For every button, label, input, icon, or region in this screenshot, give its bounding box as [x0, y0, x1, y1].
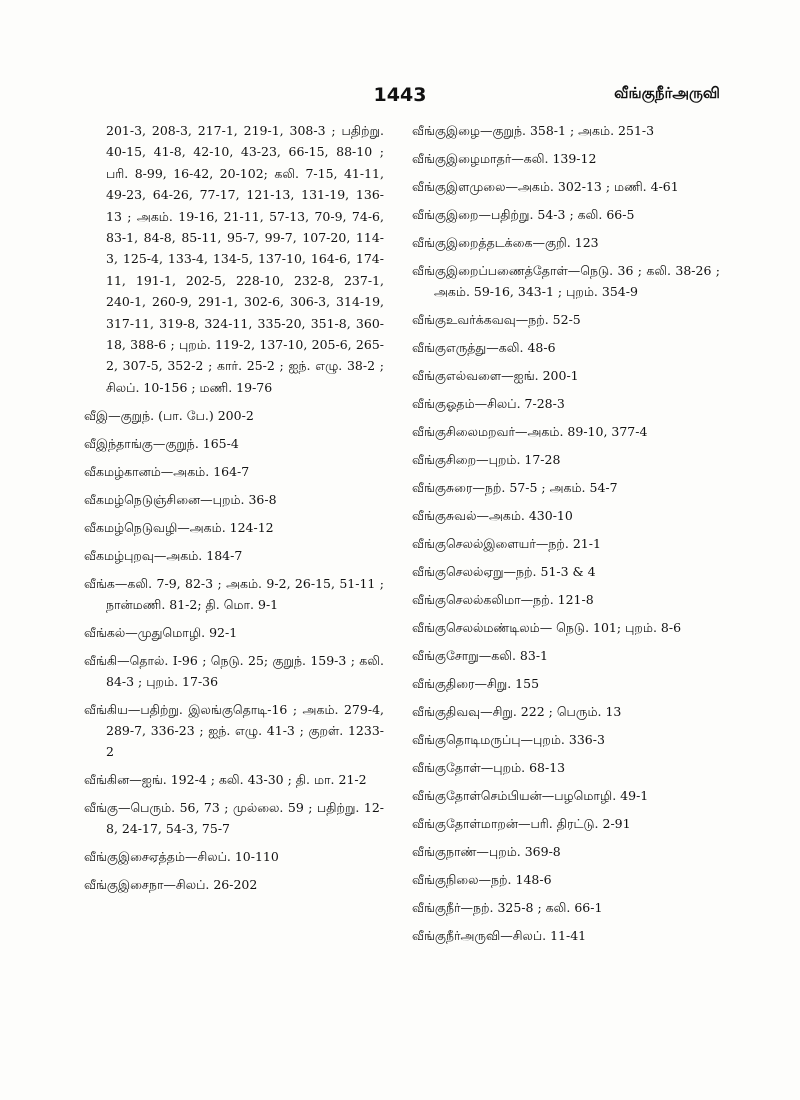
- headword: வீங்குஇசைஏத்தம்: [84, 849, 185, 865]
- reference-list: —தொல். I-96 ; நெடு. 25; குறுந். 159-3 ; கலி. 84-3 ; புறம். 17-36: [106, 653, 384, 690]
- headword: வீங்கல்: [84, 625, 126, 641]
- index-entry: [84, 517, 384, 538]
- headword: வீங்குநிலை: [412, 872, 479, 887]
- headword: வீங்குதோள்மாறன்: [412, 816, 518, 831]
- headword: வீங்குஇளமுலை: [412, 179, 506, 194]
- index-entry: [84, 622, 384, 643]
- index-entry: [84, 573, 384, 615]
- index-entry: [412, 505, 720, 526]
- reference-list: —பரி. திரட்டு. 2-91: [518, 816, 631, 831]
- reference-list: —நற். 325-8 ; கலி. 66-1: [460, 900, 603, 915]
- headword: வீங்குதோள்செம்பியன்: [412, 788, 542, 803]
- headword: வீங்குசெலல்கலிமா: [412, 592, 521, 607]
- index-entry: [84, 699, 384, 762]
- headword: வீங்குசெலல்மண்டிலம்: [412, 620, 540, 635]
- headword: வீங்குசிலைமறவர்: [412, 424, 516, 439]
- reference-list: —குறுந். 165-4: [152, 436, 239, 452]
- headword: வீங்கு: [84, 800, 118, 816]
- index-entry: [412, 204, 720, 225]
- reference-list: —நற். 57-5 ; அகம். 54-7: [472, 480, 618, 495]
- headword: வீங்குசுரை: [412, 480, 473, 495]
- headword: வீங்குசிறை: [412, 452, 477, 467]
- headword: வீங்குதொடிமருப்பு: [412, 732, 521, 747]
- reference-list: —சிலப். 11-41: [500, 928, 587, 943]
- reference-list: —நற். 21-1: [535, 536, 601, 551]
- headword: வீங்குசெலல்ஏறு: [412, 564, 504, 579]
- headword: வீங்கின: [84, 772, 130, 788]
- index-entry: [412, 645, 720, 666]
- left-column: [84, 120, 384, 902]
- headword: வீங்குசோறு: [412, 648, 479, 663]
- reference-list: —சிலப். 26-202: [163, 877, 258, 893]
- index-entry: [84, 545, 384, 566]
- index-entry: [412, 841, 720, 862]
- reference-list: —முதுமொழி. 92-1: [125, 625, 238, 641]
- reference-list: —ஐங். 200-1: [501, 368, 579, 383]
- index-entry: [412, 813, 720, 834]
- index-entry: [412, 925, 720, 946]
- headword: வீங்குஎருத்து: [412, 340, 487, 355]
- index-entry: [84, 405, 384, 426]
- headword: வீஇந்தாங்கு: [84, 436, 153, 452]
- index-entry: [412, 449, 720, 470]
- index-entry: [412, 232, 720, 253]
- index-entry: [412, 393, 720, 414]
- headword: வீங்குஇழை: [412, 123, 480, 138]
- index-entry: [412, 589, 720, 610]
- headword: வீங்குசெலல்இளையர்: [412, 536, 536, 551]
- index-entry: [412, 309, 720, 330]
- headword: வீங்குசுவல்: [412, 508, 477, 523]
- headword: வீங்கி: [84, 653, 118, 669]
- index-entry: [84, 489, 384, 510]
- reference-list: —நற். 121-8: [520, 592, 594, 607]
- reference-list: —பழமொழி. 49-1: [541, 788, 649, 803]
- index-entry: [412, 260, 720, 302]
- index-entry: [84, 797, 384, 839]
- reference-list: —புறம். 36-8: [200, 492, 277, 508]
- reference-list: —பதிற்று. இலங்குதொடி-16 ; அகம். 279-4, 289-7, 336-23 ; ஐந். எழு. 41-3 ; குறள். 1233-2: [106, 702, 384, 760]
- headword: வீங்குஇழைமாதர்: [412, 151, 512, 166]
- reference-list: —சிலப். 10-110: [184, 849, 279, 865]
- reference-list: —புறம். 369-8: [476, 844, 561, 859]
- reference-list: —குறுந். 358-1 ; அகம். 251-3: [480, 123, 655, 138]
- right-column: [412, 120, 720, 953]
- index-entry: [412, 897, 720, 918]
- reference-list: —நற். 148-6: [478, 872, 552, 887]
- reference-list: —புறம். 68-13: [480, 760, 566, 775]
- reference-list: —சிலப். 7-28-3: [474, 396, 565, 411]
- headword: வீகமழ்நெடுஞ்சினை: [84, 492, 201, 508]
- reference-list: —கலி. 7-9, 82-3 ; அகம். 9-2, 26-15, 51-11 ; நான்மணி. 81-2; தி. மொ. 9-1: [106, 576, 384, 613]
- reference-list: —பதிற்று. 54-3 ; கலி. 66-5: [478, 207, 635, 222]
- index-entry: [412, 673, 720, 694]
- index-entry: [412, 785, 720, 806]
- index-entry: [412, 120, 720, 141]
- index-entry: [84, 874, 384, 895]
- reference-list: —சிறு. 155: [474, 676, 540, 691]
- headword: வீங்குதோள்: [412, 760, 481, 775]
- running-head: வீங்குநீர்அருவி: [614, 84, 720, 102]
- index-entry: [412, 477, 720, 498]
- headword: வீகமழ்நெடுவழி: [84, 520, 178, 536]
- index-entry: [412, 729, 720, 750]
- index-entry: [412, 337, 720, 358]
- index-entry: [412, 561, 720, 582]
- index-entry: [84, 846, 384, 867]
- headword: வீங்கிய: [84, 702, 128, 718]
- headword: வீங்குஇறை: [412, 207, 479, 222]
- headword: வீங்க: [84, 576, 115, 592]
- reference-list: —நற். 52-5: [515, 312, 581, 327]
- reference-list: —அகம். 89-10, 377-4: [515, 424, 648, 439]
- reference-list: —நெடு. 36 ; கலி. 38-26 ; அகம். 59-16, 343-1 ; புறம். 354-9: [434, 263, 720, 299]
- reference-list: —குறி. 123: [532, 235, 599, 250]
- reference-list: —கலி. 83-1: [478, 648, 548, 663]
- index-entry: [412, 533, 720, 554]
- index-entry: [412, 176, 720, 197]
- reference-list: —கலி. 139-12: [511, 151, 597, 166]
- reference-list: —கலி. 48-6: [486, 340, 556, 355]
- headword: வீகமழ்கானம்: [84, 464, 161, 480]
- reference-list: —அகம். 430-10: [476, 508, 573, 523]
- headword: வீங்குநீர்அருவி: [412, 928, 501, 943]
- headword: வீஇ: [84, 408, 109, 424]
- page-number: 1443: [373, 84, 427, 106]
- index-entry: [84, 120, 384, 398]
- reference-list: —சிறு. 222 ; பெரும். 13: [480, 704, 622, 719]
- headword: வீங்குதிரை: [412, 676, 475, 691]
- index-entry: [412, 148, 720, 169]
- headword: வீங்குநீர்: [412, 900, 461, 915]
- headword: வீங்குதிவவு: [412, 704, 481, 719]
- reference-list: —அகம். 124-12: [177, 520, 274, 536]
- reference-list: —அகம். 164-7: [160, 464, 250, 480]
- headword: வீகமழ்புறவு: [84, 548, 154, 564]
- reference-list: —புறம். 336-3: [520, 732, 605, 747]
- reference-list: 201-3, 208-3, 217-1, 219-1, 308-3 ; பதிற்று. 40-15, 41-8, 42-10, 43-23, 66-15, 88-10 ; பரி. 8-99, 16-42, 20-102; கலி. 7-15, 41-11, 49-23, 64-26, 77-17, 121-13, 131-19, 136-13 ; அகம். 19-16, 21-11, 57-13, 70-9, 74-6, 83-1, 84-8, 85-11, 95-7, 99-7, 107-20, 114-3, 125-4, 133-4, 134-5, 137-10, 164-6, 174-11, 191-1, 202-5, 228-10, 232-8, 237-1, 240-1, 260-9, 291-1, 302-6, 306-3, 314-19, 317-11, 319-8, 324-11, 335-20, 351-8, 360-18, 388-6 ; புறம். 119-2, 137-10, 205-6, 265-2, 307-5, 352-2 ; கார். 25-2 ; ஐந். எழு. 38-2 ; சிலப். 10-156 ; மணி. 19-76: [106, 123, 384, 395]
- index-entry: [412, 365, 720, 386]
- headword: வீங்குஇசைநா: [84, 877, 164, 893]
- index-entry: [84, 769, 384, 790]
- headword: வீங்குஓதம்: [412, 396, 475, 411]
- reference-list: —புறம். 17-28: [476, 452, 561, 467]
- reference-list: —அகம். 184-7: [153, 548, 243, 564]
- headword: வீங்குஉவர்க்கவவு: [412, 312, 516, 327]
- reference-list: —அகம். 302-13 ; மணி. 4-61: [505, 179, 679, 194]
- index-entry: [412, 421, 720, 442]
- reference-list: —பெரும். 56, 73 ; முல்லை. 59 ; பதிற்று. 12-8, 24-17, 54-3, 75-7: [106, 800, 384, 837]
- reference-list: —ஐங். 192-4 ; கலி. 43-30 ; தி. மா. 21-2: [129, 772, 367, 788]
- index-entry: [412, 869, 720, 890]
- index-entry: [412, 757, 720, 778]
- index-entry: [412, 617, 720, 638]
- index-entry: [84, 433, 384, 454]
- reference-list: — நெடு. 101; புறம். 8-6: [539, 620, 682, 635]
- headword: வீங்குஇறைப்பணைத்தோள்: [412, 263, 568, 278]
- headword: வீங்குநாண்: [412, 844, 477, 859]
- index-entry: [84, 650, 384, 692]
- headword: வீங்குஎல்வளை: [412, 368, 502, 383]
- reference-list: —குறுந். (பா. பே.) 200-2: [108, 408, 254, 424]
- headword: வீங்குஇறைத்தடக்கை: [412, 235, 533, 250]
- index-entry: [84, 461, 384, 482]
- reference-list: —நற். 51-3 & 4: [503, 564, 596, 579]
- index-entry: [412, 701, 720, 722]
